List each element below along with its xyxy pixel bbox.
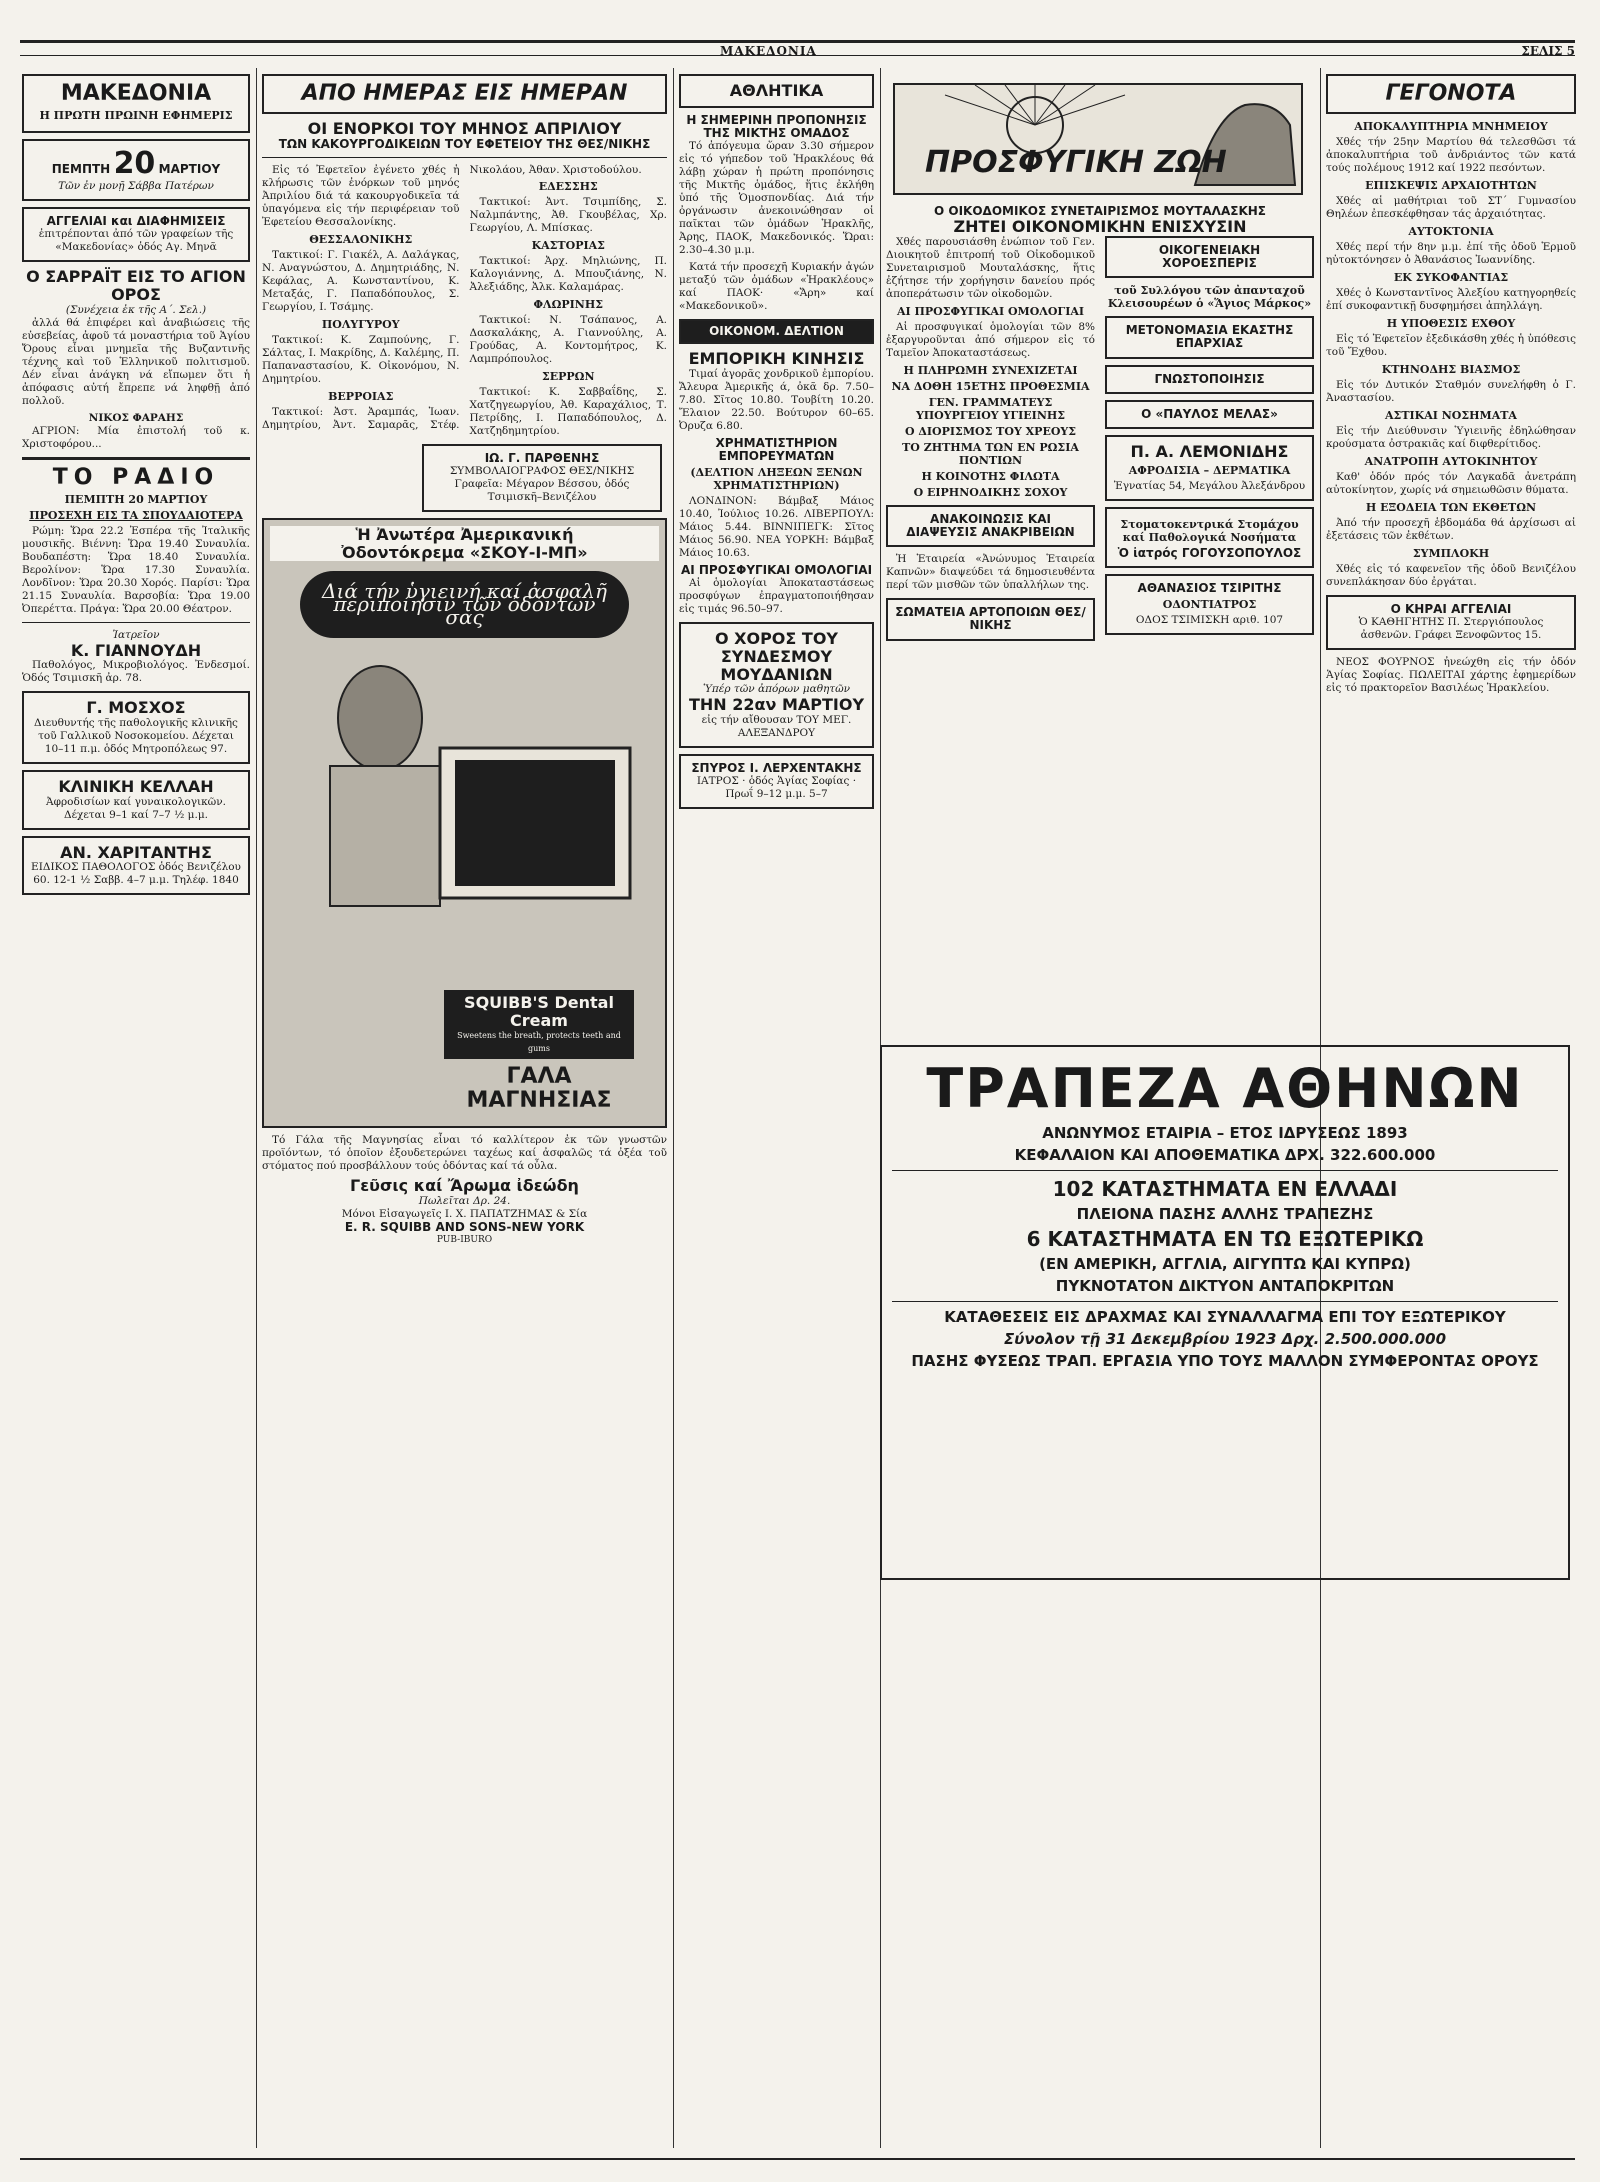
article-continued: (Συνέχεια ἐκ τῆς Α΄. Σελ.) bbox=[65, 303, 207, 316]
subheading: ΓΕΝ. ΓΡΑΜΜΑΤΕΥΣ ΥΠΟΥΡΓΕΙΟΥ ΥΓΙΕΙΝΗΣ bbox=[915, 395, 1066, 422]
page-number: ΣΕΛΙΣ 5 bbox=[1521, 44, 1575, 58]
column-4-text bbox=[886, 236, 1314, 644]
jurors-section: ΣΕΡΡΩΝ Τακτικοί: Κ. Σαββαΐδης, Σ. Χατζηγεωργίου, Ἀθ. Καραχάλιος, Τ. Πετρίδης, Ι. Παπαδόπουλος, Δ. Χατζηδημητρίου. bbox=[469, 369, 667, 437]
bank-line: Σύνολον τῇ 31 Δεκεμβρίου 1923 Δρχ. 2.500.000.000 bbox=[1003, 1330, 1447, 1348]
date-box bbox=[22, 139, 250, 201]
doctor-ad bbox=[22, 691, 250, 764]
section-banner: ΓΕΓΟΝΟΤΑ bbox=[1326, 74, 1576, 114]
illustration-caption: ΠΡΟΣΦΥΓΙΚΗ ΖΩΗ bbox=[925, 145, 1227, 180]
dentist-address: ΟΔΟΣ ΤΣΙΜΙΣΚΗ αριθ. 107 bbox=[1135, 613, 1284, 626]
headline-sub: (ΔΕΛΤΙΟΝ ΛΗΞΕΩΝ ΞΕΝΩΝ ΧΡΗΜΑΤΙΣΤΗΡΙΩΝ) bbox=[690, 466, 863, 493]
bank-line: ΚΑΤΑΘΕΣΕΙΣ ΕΙΣ ΔΡΑΧΜΑΣ ΚΑΙ ΣΥΝΑΛΛΑΓΜΑ ΕΠΙ ΤΟΥ ΕΞΩΤΕΡΙΚΟΥ bbox=[944, 1308, 1506, 1326]
headline-sub: ΤΩΝ ΚΑΚΟΥΡΓΟΔΙΚΕΙΩΝ ΤΟΥ ΕΦΕΤΕΙΟΥ ΤΗΣ ΘΕΣ/ΝΙΚΗΣ bbox=[278, 136, 651, 151]
doctor-name: ΑΝ. ΧΑΡΙΤΑΝΤΗΣ bbox=[60, 842, 212, 862]
column-2 bbox=[262, 68, 667, 2148]
ad-maker: E. R. SQUIBB AND SONS-NEW YORK bbox=[344, 1219, 585, 1234]
jurors-section: ΒΕΡΡΟΙΑΣ Τακτικοί: Ἀστ. Ἀραμπάς, Ἰωαν. Δημητρίου, Ἀντ. Σαμαρᾶς, Στέφ. Νικολάου, Ἀθαν. Χριστοδούλου. bbox=[262, 163, 642, 431]
ad-gala: ΓΑΛΑ ΜΑΓΝΗΣΙΑΣ bbox=[466, 1064, 612, 1114]
masthead-title: ΜΑΚΕΔΟΝΙΑ bbox=[720, 44, 817, 58]
event-place: εἰς τήν αἴθουσαν ΤΟΥ ΜΕΓ. ΑΛΕΞΑΝΔΡΟΥ bbox=[701, 713, 852, 739]
subheading: Ο ΔΙΟΡΙΣΜΟΣ ΤΟΥ ΧΡΕΟΥΣ bbox=[904, 424, 1077, 438]
doctor-text: ΕΙΔΙΚΟΣ ΠΑΘΟΛΟΓΟΣ ὁδός Βενιζέλου 60. 12-1 ½ Σαββ. 4–7 μ.μ. Τηλέφ. 1840 bbox=[31, 861, 241, 887]
doctor-address: Ἐγνατίας 54, Μεγάλου Ἀλεξάνδρου bbox=[1113, 479, 1306, 492]
bank-line: (ΕΝ ΑΜΕΡΙΚΗ, ΑΓΓΛΙΑ, ΑΙΓΥΠΤΩ ΚΑΙ ΚΥΠΡΩ) bbox=[1039, 1255, 1411, 1273]
doctor-ad bbox=[679, 754, 874, 809]
notice-title: ΑΝΑΚΟΙΝΩΣΙΣ ΚΑΙ ΔΙΑΨΕΥΣΙΣ ΑΝΑΚΡΙΒΕΙΩΝ bbox=[886, 505, 1095, 547]
article-body: Κατά τήν προσεχῆ Κυριακήν ἀγών μεταξύ τῶν ὁμάδων «Ἡρακλέους» καί ΠΑΟΚ· «Ἄρη» καί «Μακεδονικοῦ». bbox=[679, 260, 874, 312]
event-sub: Ὑπέρ τῶν ἀπόρων μαθητῶν bbox=[702, 683, 851, 696]
notice-title: Ο «ΠΑΥΛΟΣ ΜΕΛΑΣ» bbox=[1105, 400, 1314, 429]
article-body: Χθές παρουσιάσθη ἐνώπιον τοῦ Γεν. Διοικητοῦ ἐπιτροπή τοῦ Οἰκοδομικοῦ Συνεταιρισμοῦ Μουταλάσκης, ἥτις ἐζήτησε τήν χορήγησιν δανείου πρός ἀποπεράτωσιν τῶν οἰκοδομῶν. bbox=[886, 235, 1095, 300]
doctor-sub: Στοματοκεντρικά Στομάχου καί Παθολογικά Νοσήματα bbox=[1120, 517, 1299, 544]
news-item: ΑΥΤΟΚΤΟΝΙΑ Χθές περί τήν 8ην μ.μ. ἐπί τῆς ὁδοῦ Ἑρμοῦ ηὐτοκτόνησεν ὁ Ἀθανάσιος Ἰωαννίδης. bbox=[1326, 225, 1576, 267]
radio-listings: Ρώμη: Ὥρα 22.2 Ἐσπέρα τῆς Ἰταλικῆς μουσικῆς. Βιέννη: Ὥρα 19.40 Συναυλία. Βουδαπέστη: Ὥρα 18.40 Συναυλία. Βερολίνον: Ὥρα 17.30 Συναυλία. Λονδῖνον: Ὥρα 20.30 Χορός. Παρίσι: Ὥρα 21.15 Συναυλία. Βαρσοβία: Ὥρα 19.00 Ὀπερέττα. Πράγα: Ὥρα 20.00 Θέατρον. bbox=[22, 524, 250, 615]
notary-text: ΣΥΜΒΟΛΑΙΟΓΡΑΦΟΣ ΘΕΣ/ΝΙΚΗΣ Γραφεῖα: Μέγαρον Βέσσου, ὁδός Τσιμισκῆ–Βενιζέλου bbox=[449, 465, 635, 504]
dentist-ad bbox=[1105, 574, 1314, 635]
notice-body: Ἡ Ἑταιρεία «Ἀνώνυμος Ἑταιρεία Καπνῶν» διαψεύδει τά δημοσιευθέντα περί τῶν μισθῶν τῶν ὑπαλλήλων της. bbox=[886, 553, 1095, 592]
headline: ΧΡΗΜΑΤΙΣΤΗΡΙΟΝ ΕΜΠΟΡΕΥΜΑΤΩΝ bbox=[715, 435, 838, 463]
death-notice-text: Ὁ ΚΑΘΗΓΗΤΗΣ Π. Στεργιόπουλος ἀσθενῶν. Γράφει Ξενοφῶντος 15. bbox=[1358, 616, 1544, 642]
jurors-section: ΚΑΣΤΟΡΙΑΣ Τακτικοί: Ἀρχ. Μηλιώνης, Π. Καλογιάννης, Δ. Μπουζιάνης, Ν. Ἀλεξιάδης, Ἀλκ. Καλαμάρας. bbox=[469, 238, 667, 293]
news-item: Η ΕΞΟΔΕΙΑ ΤΩΝ ΕΚΘΕΤΩΝ Ἀπό τήν προσεχῆ ἑβδομάδα θά ἀρχίσωσι αἱ ἐξετάσεις τῶν ἐκθέτων. bbox=[1326, 501, 1576, 543]
article-body: Τό ἀπόγευμα ὥραν 3.30 σήμερον εἰς τό γήπεδον τοῦ Ἡρακλέους θά λάβῃ χώραν ἡ πρώτη προπόνησις τῆς Μικτῆς ὁμάδος, ἥτις ἐκλήθη ὑπό τῆς Ὁμοσπονδίας. Διά τήν ὀργάνωσιν ἀνεκοινώθησαν οἱ παῖκται τῶν ὁμάδων Ἡρακλῆς, Ἀρης, ΠΑΟΚ, Μακεδονικός. Ὥραι: 2.30–4.30 μ.μ. bbox=[679, 139, 874, 256]
dentist-name: ΑΘΑΝΑΣΙΟΣ ΤΣΙΡΙΤΗΣ bbox=[1137, 580, 1282, 595]
bank-line: 102 ΚΑΤΑΣΤΗΜΑΤΑ ΕΝ ΕΛΛΑΔΙ bbox=[1052, 1177, 1398, 1201]
bonds-report: Αἱ ὁμολογίαι Ἀποκαταστάσεως προσφύγων ἐπραγματοποιήθησαν εἰς τιμάς 96.50–97. bbox=[679, 577, 874, 616]
section-banner: ΟΙΚΟΝΟΜ. ΔΕΛΤΙΟΝ bbox=[679, 319, 874, 344]
article-title: Ο ΣΑΡΡΑΪΤ ΕΙΣ ΤΟ ΑΓΙΟΝ ΟΡΟΣ bbox=[26, 267, 246, 304]
doctor-name: Ὁ ἰατρός ΓΟΓΟΥΣΟΠΟΥΛΟΣ bbox=[1117, 545, 1302, 560]
event-ad bbox=[679, 622, 874, 747]
jurors-list bbox=[262, 164, 667, 438]
section-banner: ΑΠΟ ΗΜΕΡΑΣ ΕΙΣ ΗΜΕΡΑΝ bbox=[262, 74, 667, 114]
headline: Ο ΟΙΚΟΔΟΜΙΚΟΣ ΣΥΝΕΤΑΙΡΙΣΜΟΣ ΜΟΥΤΑΛΑΣΚΗΣ bbox=[934, 205, 1266, 218]
doctor-ad bbox=[1105, 435, 1314, 501]
bank-line: ΑΝΩΝΥΜΟΣ ΕΤΑΙΡΙΑ – ΕΤΟΣ ΙΔΡΥΣΕΩΣ 1893 bbox=[1042, 1124, 1408, 1142]
headline: ΕΜΠΟΡΙΚΗ ΚΙΝΗΣΙΣ bbox=[688, 349, 865, 369]
jurors-intro: Εἰς τό Ἐφετεῖον ἐγένετο χθές ἡ κλήρωσις τῶν ἐνόρκων τοῦ μηνός Ἀπριλίου διά τά κακουργοδικεῖα τά ὑπαγόμενα εἰς τήν περιφέρειαν τοῦ Ἐφετείου Θεσσαλονίκης. bbox=[262, 163, 460, 228]
column-5 bbox=[1326, 68, 1576, 2148]
ad-footer: PUB-IBURO bbox=[436, 1234, 493, 1245]
subheading: Ο ΕΙΡΗΝΟΔΙΚΗΣ ΣΟΧΟΥ bbox=[913, 485, 1068, 499]
squibb-ad bbox=[262, 518, 667, 1128]
column-1 bbox=[22, 68, 250, 2148]
subheading: Η ΠΛΗΡΩΜΗ ΣΥΝΕΧΙΖΕΤΑΙ bbox=[903, 363, 1078, 377]
news-item: ΕΠΙΣΚΕΨΙΣ ΑΡΧΑΙΟΤΗΤΩΝ Χθές αἱ μαθήτριαι τοῦ ΣΤ΄ Γυμνασίου Θηλέων ἐπεσκέφθησαν τάς ἀρχαιότητας. bbox=[1326, 179, 1576, 221]
column-rule bbox=[256, 68, 257, 2148]
radio-title: ΤΟ ΡΑΔΙΟ bbox=[52, 464, 220, 490]
article-body: ἀλλά θά ἐπιφέρει καὶ ἀναβιώσεις τῆς εὐσεβείας, ἀφοῦ τά μοναστήρια τοῦ Ἁγίου Ὄρους εἶναι μνημεῖα τῆς Βυζαντινῆς τέχνης καὶ τοῦ Ἑλληνικοῦ πολιτισμοῦ. Δέν εἶναι ἀνάγκη νά εἴπωμεν ὅτι ἡ ἀπόφασις αὐτή ἔπρεπε νά ληφθῇ ἀπό πολλοῦ. bbox=[22, 316, 250, 407]
doctor-name: Γ. ΜΟΣΧΟΣ bbox=[86, 698, 186, 718]
ad-price: Πωλεῖται Δρ. 24. bbox=[418, 1194, 511, 1207]
ads-text: ἐπιτρέπονται ἀπό τῶν γραφείων τῆς «Μακεδονίας» ὁδός Αγ. Μηνᾶ bbox=[38, 228, 234, 254]
subheading: ΤΟ ΖΗΤΗΜΑ ΤΩΝ ΕΝ ΡΩΣΙΑ ΠΟΝΤΙΩΝ bbox=[902, 440, 1079, 467]
exchange-report: ΛΟΝΔΙΝΟΝ: Βάμβαξ Μάιος 10.40, Ἰούλιος 10.26. ΛΙΒΕΡΠΟΥΛ: Μάιος 5.44. ΒΙΝΝΙΠΕΓΚ: Σῖτος Μάιος 56.90. ΝΕΑ ΥΟΡΚΗ: Βάμβαξ Μάιος 10.63. bbox=[679, 495, 874, 560]
news-item: ΣΥΜΠΛΟΚΗ Χθές εἰς τό καφενεῖον τῆς ὁδοῦ Βενιζέλου συνεπλάκησαν δύο ἐργάται. bbox=[1326, 547, 1576, 589]
death-notice-title: Ο ΚΗΡΑΙ ΑΓΓΕΛΙΑΙ bbox=[1390, 602, 1512, 617]
doctor-text: ΙΑΤΡΟΣ · ὁδός Ἁγίας Σοφίας · Πρωΐ 9–12 μ.μ. 5–7 bbox=[696, 774, 857, 800]
notice-title: ΜΕΤΟΝΟΜΑΣΙΑ ΕΚΑΣΤΗΣ ΕΠΑΡΧΙΑΣ bbox=[1105, 316, 1314, 358]
ad-body: Τό Γάλα τῆς Μαγνησίας εἶναι τό καλλίτερον ἐκ τῶν γνωστῶν προϊόντων, τό ὁποῖον ἐξουδετερώνει ταχέως καί ἀσφαλῶς τά ὀξέα τοῦ στόματος πού προσβάλλουν τούς ὀδόντας καί τά οὖλα. bbox=[262, 1134, 667, 1173]
ad-agent: Μόνοι Εἰσαγωγεῖς Ι. Χ. ΠΑΠΑΤΖΗΜΑΣ & Σία bbox=[341, 1207, 588, 1220]
headline: ΟΙ ΕΝΟΡΚΟΙ ΤΟΥ ΜΗΝΟΣ ΑΠΡΙΛΙΟΥ bbox=[307, 119, 622, 139]
notice-title: ΣΩΜΑΤΕΙΑ ΑΡΤΟΠΟΙΩΝ ΘΕΣ/ΝΙΚΗΣ bbox=[886, 598, 1095, 640]
bank-title: ΤΡΑΠΕΖΑ ΑΘΗΝΩΝ bbox=[926, 1057, 1524, 1120]
bank-line: ΠΛΕΙΟΝΑ ΠΑΣΗΣ ΑΛΛΗΣ ΤΡΑΠΕΖΗΣ bbox=[1076, 1205, 1374, 1223]
logo-subtitle: Η ΠΡΩΤΗ ΠΡΩΙΝΗ ΕΦΗΜΕΡΙΣ bbox=[39, 109, 233, 123]
notary-name: ΙΩ. Γ. ΠΑΡΘΕΝΗΣ bbox=[484, 450, 600, 465]
bank-line: ΠΑΣΗΣ ΦΥΣΕΩΣ ΤΡΑΠ. ΕΡΓΑΣΙΑ ΥΠΟ ΤΟΥΣ ΜΑΛΛΟΝ ΣΥΜΦΕΡΟΝΤΑΣ ΟΡΟΥΣ bbox=[911, 1352, 1539, 1370]
doctor-sub: ΑΦΡΟΔΙΣΙΑ – ΔΕΡΜΑΤΙΚΑ bbox=[1128, 463, 1291, 477]
article-note: ΑΓΡΙΟΝ: Μία ἐπιστολή τοῦ κ. Χριστοφόρου... bbox=[22, 424, 250, 450]
bank-line: ΠΥΚΝΟΤΑΤΟΝ ΔΙΚΤΥΟΝ ΑΝΤΑΠΟΚΡΙΤΩΝ bbox=[1055, 1277, 1395, 1295]
clinic-title: ΚΛΙΝΙΚΗ ΚΕΛΛΑΗ bbox=[58, 776, 214, 796]
death-notice bbox=[1326, 595, 1576, 650]
notary-ad bbox=[422, 444, 662, 512]
radio-subtitle: ΠΡΟΣΕΧΗ ΕΙΣ ΤΑ ΣΠΟΥΔΑΙΟΤΕΡΑ bbox=[29, 508, 243, 522]
notice-title: ΟΙΚΟΓΕΝΕΙΑΚΗ ΧΟΡΟΕΣΠΕΡΙΣ bbox=[1105, 236, 1314, 278]
article-body: Αἱ προσφυγικαί ὁμολογίαι τῶν 8% ἐξαργυροῦνται ἀπό σήμερον εἰς τό Ταμεῖον Ἀποκαταστάσεως. bbox=[886, 320, 1095, 359]
doctor-ad bbox=[22, 836, 250, 896]
jurors-section: ΕΔΕΣΣΗΣ Τακτικοί: Ἀντ. Τσιμπίδης, Σ. Ναλμπάντης, Ἀθ. Γκουβέλας, Χρ. Γεωργίου, Λ. Μπίσκας. bbox=[469, 179, 667, 234]
date-day: ΠΕΜΠΤΗ bbox=[51, 162, 111, 177]
column-4 bbox=[886, 205, 1314, 1035]
ad-product-box bbox=[444, 990, 634, 1059]
jurors-section: ΠΟΛΥΓΥΡΟΥ Τακτικοί: Κ. Ζαμπούνης, Γ. Σάλτας, Ι. Μακρίδης, Δ. Καλέμης, Π. Παπαναστασίου, Κ. Οἰκονόμου, Ν. Δημητρίου. bbox=[262, 317, 460, 385]
notice-title: ΓΝΩΣΤΟΠΟΙΗΣΙΣ bbox=[1105, 365, 1314, 394]
news-item: ΑΣΤΙΚΑΙ ΝΟΣΗΜΑΤΑ Εἰς τήν Διεύθυνσιν Ὑγιεινῆς ἐδηλώθησαν κρούσματα ὀστρακιᾶς καί διφθερίτιδος. bbox=[1326, 409, 1576, 451]
news-item: Η ΥΠΟΘΕΣΙΣ ΕΧΘΟΥ Εἰς τό Ἐφετεῖον ἐξεδικάσθη χθές ἡ ὑπόθεσις τοῦ Ἔχθου. bbox=[1326, 317, 1576, 359]
ads-notice bbox=[22, 207, 250, 262]
subheading: Η ΚΟΙΝΟΤΗΣ ΦΙΛΩΤΑ bbox=[921, 469, 1060, 483]
refugee-life-illustration bbox=[893, 83, 1303, 195]
classifieds: ΝΕΟΣ ΦΟΥΡΝΟΣ ἠνεώχθη εἰς τήν ὁδόν Ἁγίας Σοφίας. ΠΩΛΕΙΤΑΙ χάρτης ἐφημερίδων εἰς τό πρακτορεῖον Βασιλέως Ἡρακλείου. bbox=[1326, 656, 1576, 695]
date-number: 20 bbox=[113, 146, 156, 182]
dentist-illustration-icon bbox=[270, 648, 650, 908]
headline: ΖΗΤΕΙ ΟΙΚΟΝΟΜΙΚΗΝ ΕΝΙΣΧΥΣΙΝ bbox=[953, 217, 1247, 237]
ad-slogan: Γεῦσις καί Ἄρωμα ἰδεώδη bbox=[350, 1176, 579, 1196]
column-3 bbox=[679, 68, 874, 2148]
doctor-text: Διευθυντής τῆς παθολογικῆς κλινικῆς τοῦ Γαλλικοῦ Νοσοκομείου. Δέχεται 10–11 π.μ. ὁδός Μητροπόλεως 97. bbox=[34, 716, 238, 755]
column-rule bbox=[673, 68, 674, 2148]
radio-date: ΠΕΜΠΤΗ 20 ΜΑΡΤΙΟΥ bbox=[64, 492, 208, 506]
ad-tagline: Sweetens the breath, protects teeth and gums bbox=[457, 1031, 621, 1054]
logo-box bbox=[22, 74, 250, 133]
headline: Η ΣΗΜΕΡΙΝΗ ΠΡΟΠΟΝΗΣΙΣ ΤΗΣ ΜΙΚΤΗΣ ΟΜΑΔΟΣ bbox=[686, 112, 867, 140]
news-item: ΕΚ ΣΥΚΟΦΑΝΤΙΑΣ Χθές ὁ Κωνσταντῖνος Ἀλεξίου κατηγορηθείς ἐπί συκοφαντικῇ δυσφημήσει ἀπηλλάγη. bbox=[1326, 271, 1576, 313]
masthead-bar bbox=[20, 40, 1575, 56]
doctor-name: Κ. ΓΙΑΝΝΟΥΔΗ bbox=[70, 640, 202, 660]
ads-title: ΑΓΓΕΛΙΑΙ και ΔΙΑΦΗΜΙΣΕΙΣ bbox=[46, 214, 226, 229]
event-date: ΤΗΝ 22αν ΜΑΡΤΙΟΥ bbox=[688, 695, 865, 715]
subheading: ΝΑ ΔΟΘΗ 15ΕΤΗΣ ΠΡΟΘΕΣΜΙΑ bbox=[891, 379, 1090, 393]
doctor-ad bbox=[1105, 507, 1314, 568]
date-note: Τῶν ἐν μονῇ Σάββα Πατέρων bbox=[58, 180, 214, 193]
jurors-section: ΦΛΩΡΙΝΗΣ Τακτικοί: Ν. Τσάπανος, Α. Δασκαλάκης, Α. Γιαννούλης, Α. Γρούδας, Α. Κοντομήτρος, Κ. Λαμπρόπουλος. bbox=[469, 297, 667, 365]
clinic-text: Ἀφροδισίων καί γυναικολογικῶν. Δέχεται 9–1 καί 7–7 ½ μ.μ. bbox=[46, 795, 226, 821]
section-banner: ΑΘΛΗΤΙΚΑ bbox=[679, 74, 874, 108]
doctor-label: Ἰατρεῖον bbox=[112, 628, 160, 641]
news-item: ΑΝΑΤΡΟΠΗ ΑΥΤΟΚΙΝΗΤΟΥ Καθ' ὁδόν πρός τόν Λαγκαδᾶ ἀνετράπη αὐτοκίνητον, χωρίς νά σημειωθῶσιν θύματα. bbox=[1326, 455, 1576, 497]
news-item: ΚΤΗΝΟΔΗΣ ΒΙΑΣΜΟΣ Εἰς τόν Δυτικόν Σταθμόν συνελήφθη ὁ Γ. Ἀναστασίου. bbox=[1326, 363, 1576, 405]
market-prices: Τιμαί ἀγορᾶς χονδρικοῦ ἐμπορίου. Ἄλευρα Ἀμερικῆς ά, ὀκᾶ δρ. 7.50–7.80. Σῖτος 10.80. Τουβίτη 10.20. Ἔλαιον 22.50. Βούτυρον 60–65. Ὀρυζα 6.80. bbox=[679, 367, 874, 432]
subheading: ΑΙ ΠΡΟΣΦΥΓΙΚΑΙ ΟΜΟΛΟΓΙΑΙ bbox=[896, 304, 1085, 318]
event-title: Ο ΧΟΡΟΣ ΤΟΥ ΣΥΝΔΕΣΜΟΥ ΜΟΥΔΑΝΙΩΝ bbox=[714, 629, 839, 684]
headline: ΑΙ ΠΡΟΣΦΥΓΙΚΑΙ ΟΜΟΛΟΓΙΑΙ bbox=[680, 563, 873, 578]
ad-headline: Ὀδοντόκρεμα «ΣΚΟΥ-Ι-ΜΠ» bbox=[270, 544, 659, 562]
ad-product: SQUIBB'S Dental Cream bbox=[464, 993, 614, 1030]
logo-title: ΜΑΚΕΔΟΝΙΑ bbox=[60, 81, 212, 106]
bank-line: ΚΕΦΑΛΑΙΟΝ ΚΑΙ ΑΠΟΘΕΜΑΤΙΚΑ ΔΡΧ. 322.600.000 bbox=[1014, 1146, 1436, 1164]
ad-script: Διά τήν ὑγιεινή καί ἀσφαλῆ περιποίησιν τῶν ὀδόντων σας bbox=[300, 571, 629, 638]
bank-line: 6 ΚΑΤΑΣΤΗΜΑΤΑ ΕΝ ΤΩ ΕΞΩΤΕΡΙΚΩ bbox=[1026, 1227, 1424, 1251]
article-signature: ΝΙΚΟΣ ΦΑΡΑΗΣ bbox=[88, 411, 184, 424]
notice-sub: τοῦ Συλλόγου τῶν ἀπανταχοῦ Κλεισουρέων ὁ «Ἅγιος Μάρκος» bbox=[1107, 284, 1312, 311]
doctor-text: Παθολόγος, Μικροβιολόγος. Ἐνδεσμοί. Ὁδός Τσιμισκῆ ἀρ. 78. bbox=[22, 659, 250, 685]
dentist-sub: ΟΔΟΝΤΙΑΤΡΟΣ bbox=[1162, 597, 1257, 611]
clinic-ad bbox=[22, 770, 250, 830]
date-month: ΜΑΡΤΙΟΥ bbox=[158, 162, 221, 177]
doctor-name: Π. Α. ΛΕΜΟΝΙΔΗΣ bbox=[1130, 441, 1289, 461]
page-bottom-rule bbox=[20, 2158, 1575, 2160]
ad-headline: Ἡ Ἀνωτέρα Ἀμερικανική bbox=[270, 526, 659, 544]
jurors-section: ΘΕΣΣΑΛΟΝΙΚΗΣ Τακτικοί: Γ. Γιακέλ, Α. Δαλάγκας, Ν. Αναγνώστου, Δ. Δημητριάδης, Ν. Κεφάλας, Α. Κωνσταντίνου, Κ. Μεταξάς, Γ. Παπαδόπουλος, Σ. Γεωργίου, Ι. Τσάμης. bbox=[262, 232, 460, 313]
doctor-name: ΣΠΥΡΟΣ Ι. ΛΕΡΧΕΝΤΑΚΗΣ bbox=[691, 760, 862, 775]
news-item: ΑΠΟΚΑΛΥΠΤΗΡΙΑ ΜΝΗΜΕΙΟΥ Χθές τήν 25ην Μαρτίου θά τελεσθῶσι τά ἀποκαλυπτήρια τοῦ ἀνδριάντος τῶν κατά τούς πολέμους 1912 καί 1922 πεσόντων. bbox=[1326, 120, 1576, 175]
